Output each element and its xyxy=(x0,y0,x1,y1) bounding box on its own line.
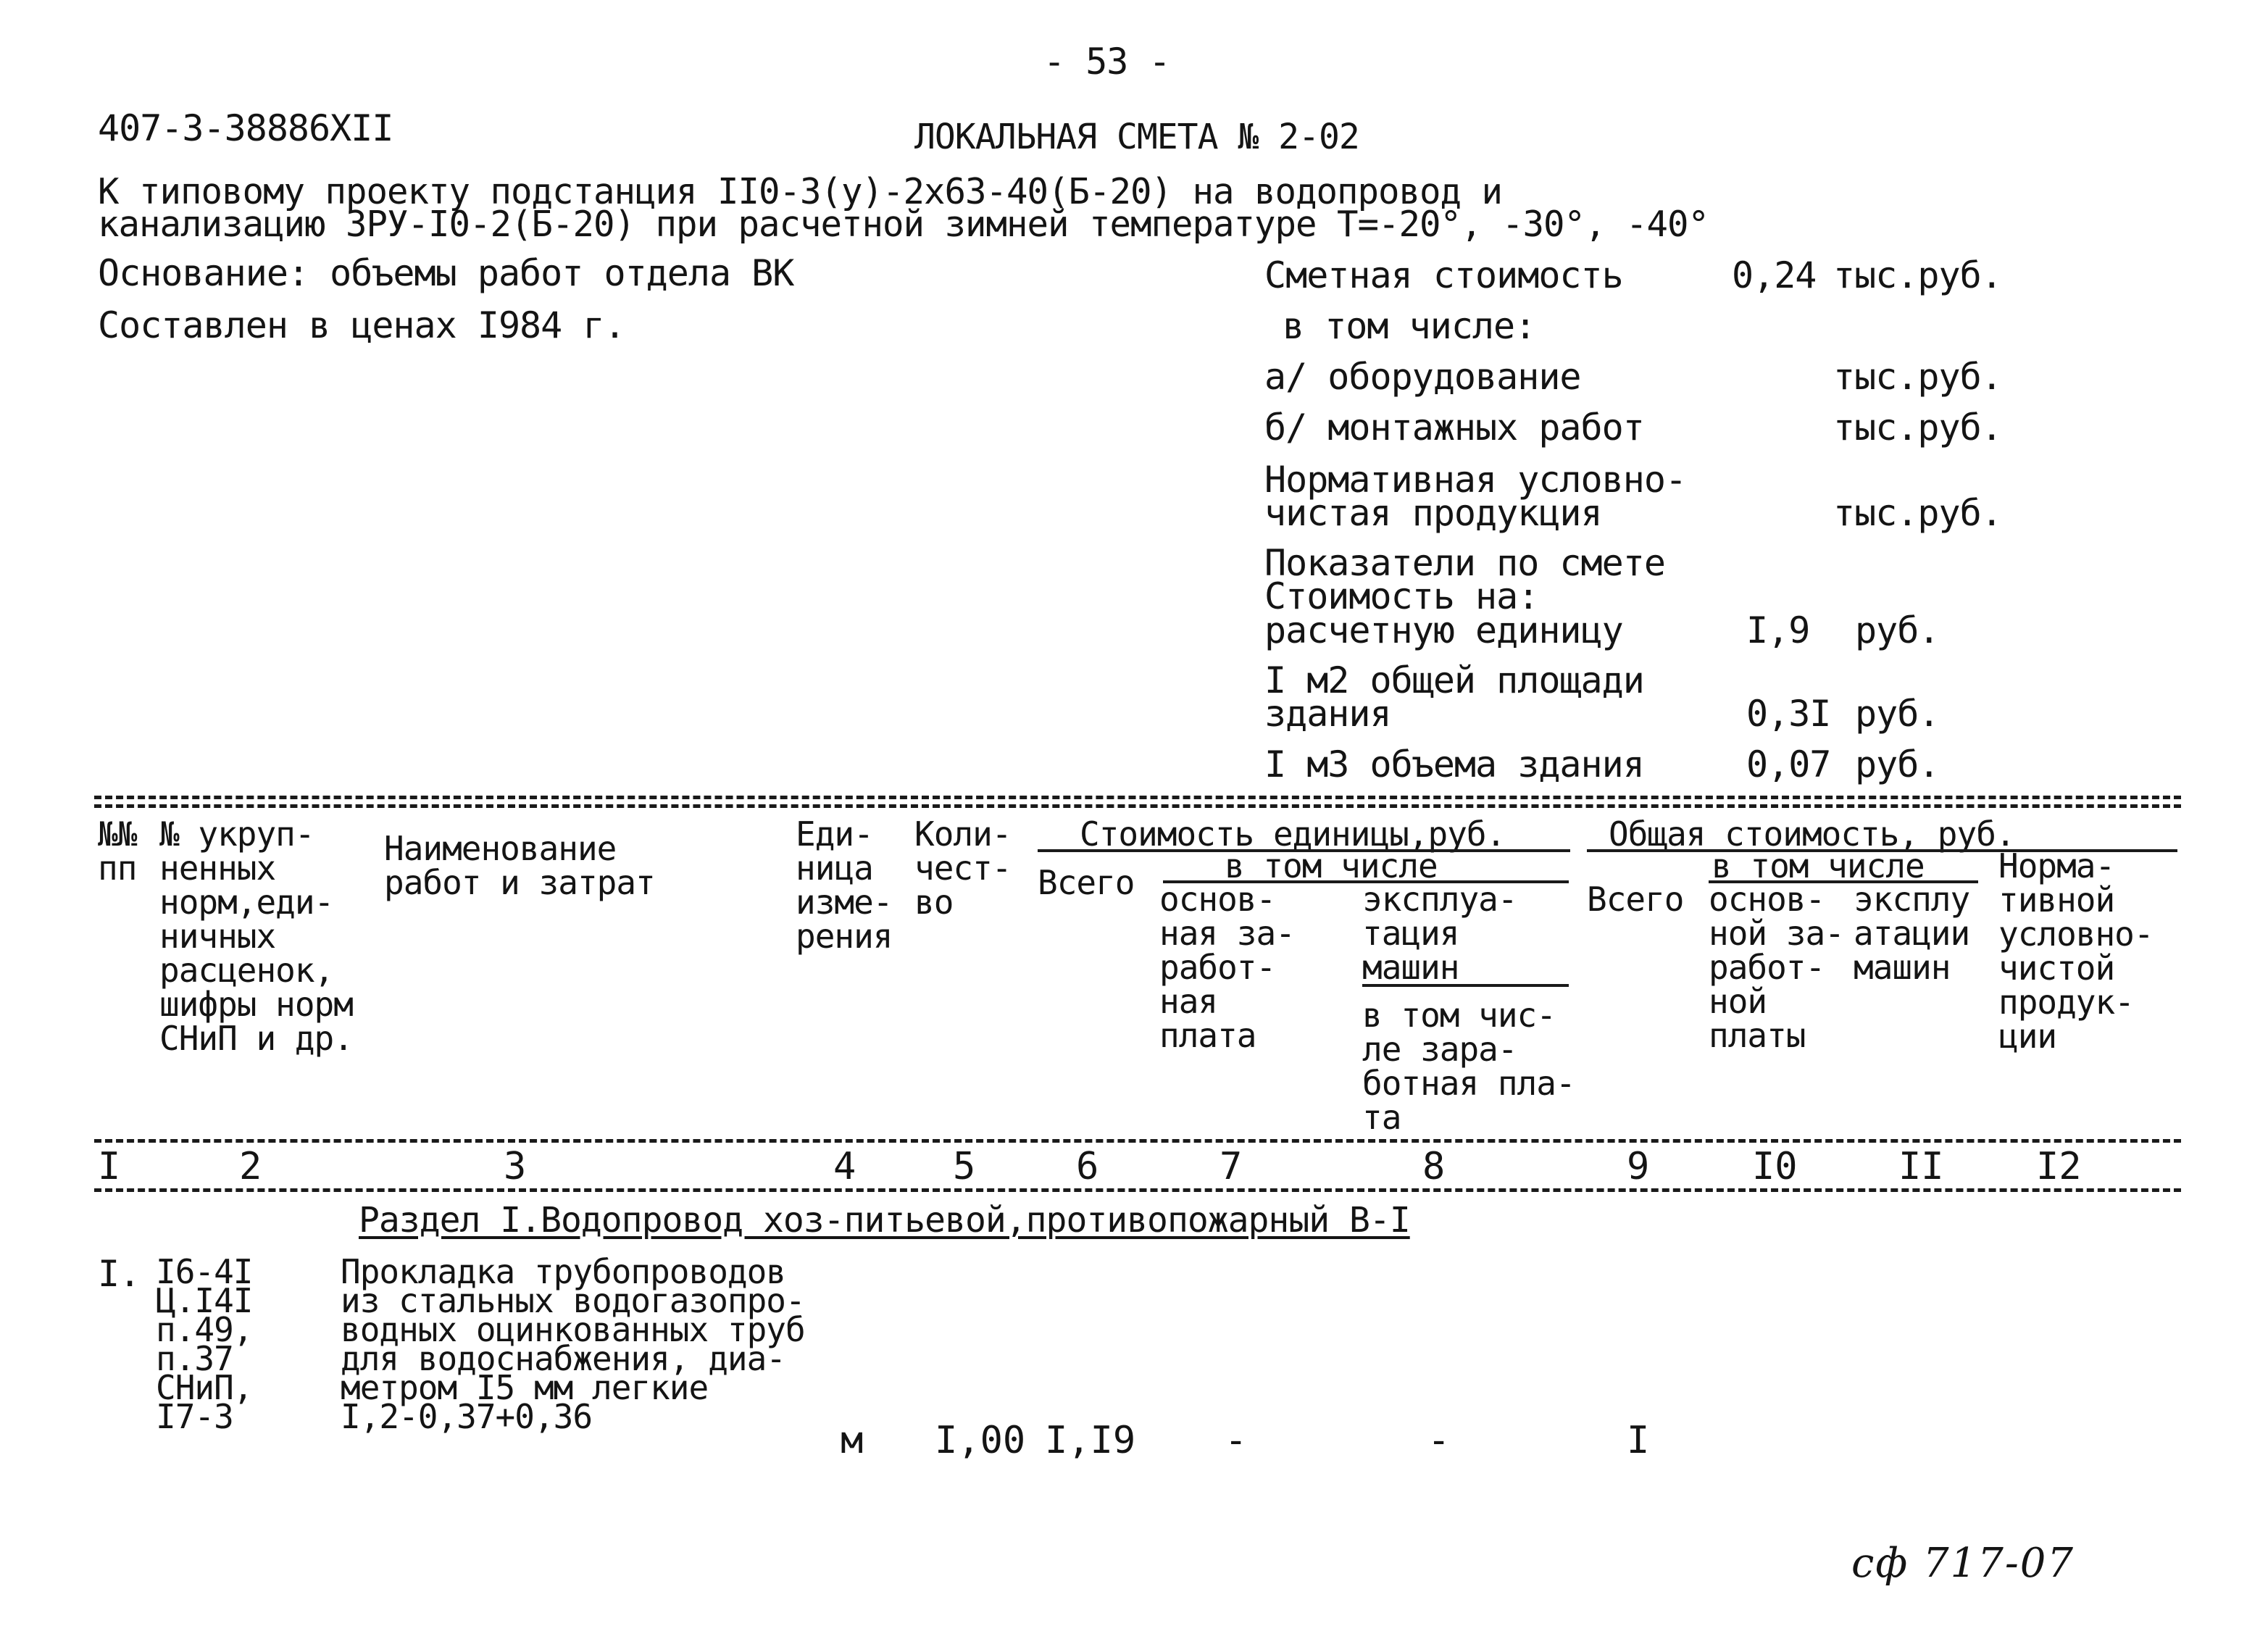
header-col-10: основ- ной за- работ- ной платы xyxy=(1709,880,1844,1055)
colnum-7: 7 xyxy=(1220,1145,1243,1188)
including-label: в том числе: xyxy=(1283,305,1536,347)
basis-text: Основание: объемы работ отдела ВК xyxy=(98,252,794,294)
header-col-11: эксплу атации машин xyxy=(1854,880,1970,987)
per-m3-label: I м3 объема здания xyxy=(1264,743,1644,785)
subtitle-line-1: К типовому проекту подстанция II0-3(у)-2х63-40(Б-20) на водопровод и xyxy=(98,171,1503,212)
equipment-label: а/ оборудование xyxy=(1264,356,1581,398)
normative-unit: тыс.руб. xyxy=(1833,492,2002,534)
header-col-7: основ- ная за- работ- ная плата xyxy=(1159,880,1295,1055)
colnum-8: 8 xyxy=(1422,1145,1446,1188)
header-unit-including: в том числе xyxy=(1225,846,1438,885)
header-col-2: № укруп- ненных норм,еди- ничных расценок, шифры норм СНиП и др. xyxy=(159,814,353,1058)
header-col-3: Наименование работ и затрат xyxy=(384,829,655,902)
colnum-4: 4 xyxy=(833,1145,856,1188)
per-m2-label-1: I м2 общей площади xyxy=(1264,659,1644,701)
per-m3-value: 0,07 xyxy=(1746,743,1831,785)
indicators-label-1: Показатели по смете xyxy=(1264,542,1665,584)
per-unit-value: I,9 xyxy=(1746,609,1810,651)
per-m2-unit: руб. xyxy=(1855,693,1940,735)
page-number: - 53 - xyxy=(1043,41,1170,83)
header-col-8-top: эксплуа- тация машин xyxy=(1362,880,1517,987)
header-unit-cost-group: Стоимость единицы,руб. xyxy=(1080,814,1506,854)
row-number: I. xyxy=(98,1253,141,1295)
per-unit-label: расчетную единицу xyxy=(1264,609,1623,651)
row-unit: м xyxy=(841,1419,864,1462)
header-col-8-bottom: в том чис- ле зара- ботная пла- та xyxy=(1362,996,1575,1137)
table-top-rule xyxy=(94,796,2181,799)
subtitle-line-2: канализацию ЗРУ-I0-2(Б-20) при расчетной зимней температуре Т=-20°, -30°, -40° xyxy=(98,204,1709,245)
colnum-11: II xyxy=(1898,1145,1944,1188)
colnum-3: 3 xyxy=(504,1145,527,1188)
header-total-including: в том числе xyxy=(1712,846,1925,885)
per-m2-label-2: здания xyxy=(1264,693,1391,735)
colnum-10: I0 xyxy=(1752,1145,1798,1188)
estimated-cost-unit: тыс.руб. xyxy=(1833,254,2002,296)
installation-label: б/ монтажных работ xyxy=(1264,406,1644,449)
row-unit-total: I,I9 xyxy=(1045,1419,1136,1462)
stamp-mark: сф 717-07 xyxy=(1851,1540,2075,1587)
document-code: 407-3-38886XII xyxy=(98,107,393,149)
colnum-9: 9 xyxy=(1627,1145,1650,1188)
header-col-4: Еди- ница изме- рения xyxy=(796,814,893,956)
equipment-unit: тыс.руб. xyxy=(1833,356,2002,398)
row-quantity: I,00 xyxy=(935,1419,1026,1462)
column-numbers-rule xyxy=(94,1188,2181,1192)
row-code: I6-4I Ц.I4I п.49, п.37 СНиП, I7-3 xyxy=(156,1252,253,1436)
colnum-12: I2 xyxy=(2036,1145,2082,1188)
header-col-1: №№ пп xyxy=(98,814,137,888)
installation-unit: тыс.руб. xyxy=(1833,406,2002,449)
header-col-5: Коли- чест- во xyxy=(914,814,1012,922)
normative-label-1: Нормативная условно- xyxy=(1264,459,1687,501)
per-unit-unit: руб. xyxy=(1855,609,1940,651)
machine-underline xyxy=(1362,984,1569,987)
header-col-12: Норма- тивной условно- чистой продук- ции xyxy=(1998,846,2154,1056)
per-m2-value: 0,3I xyxy=(1746,693,1831,735)
per-m3-unit: руб. xyxy=(1855,743,1940,785)
table-top-rule-2 xyxy=(94,804,2181,808)
estimated-cost-label: Сметная стоимость xyxy=(1264,254,1623,296)
row-unit-machine: - xyxy=(1427,1419,1451,1462)
section-title: Раздел I.Водопровод хоз-питьевой,противопожарный В-I xyxy=(359,1200,1410,1241)
row-unit-wage: - xyxy=(1225,1419,1248,1462)
header-col-6: Всего xyxy=(1038,863,1135,902)
colnum-6: 6 xyxy=(1076,1145,1099,1188)
colnum-1: I xyxy=(98,1145,121,1188)
row-total: I xyxy=(1627,1419,1650,1462)
normative-label-2: чистая продукция xyxy=(1264,492,1602,534)
row-work-name: Прокладка трубопроводов из стальных водогазопро- водных оцинкованных труб для водоснабжения, диа- метром I5 мм легкие I,2-0,37+0,36 xyxy=(341,1252,805,1436)
indicators-label-2: Стоимость на: xyxy=(1264,575,1539,617)
header-col-9: Всего xyxy=(1587,880,1684,919)
header-total-cost-group: Общая стоимость, руб. xyxy=(1609,814,2015,854)
prices-year-text: Составлен в ценах I984 г. xyxy=(98,304,625,346)
colnum-2: 2 xyxy=(239,1145,262,1188)
estimated-cost-value: 0,24 xyxy=(1732,254,1817,296)
header-bottom-rule xyxy=(94,1139,2181,1143)
document-title: ЛОКАЛЬНАЯ СМЕТА № 2-02 xyxy=(914,117,1359,157)
colnum-5: 5 xyxy=(953,1145,976,1188)
